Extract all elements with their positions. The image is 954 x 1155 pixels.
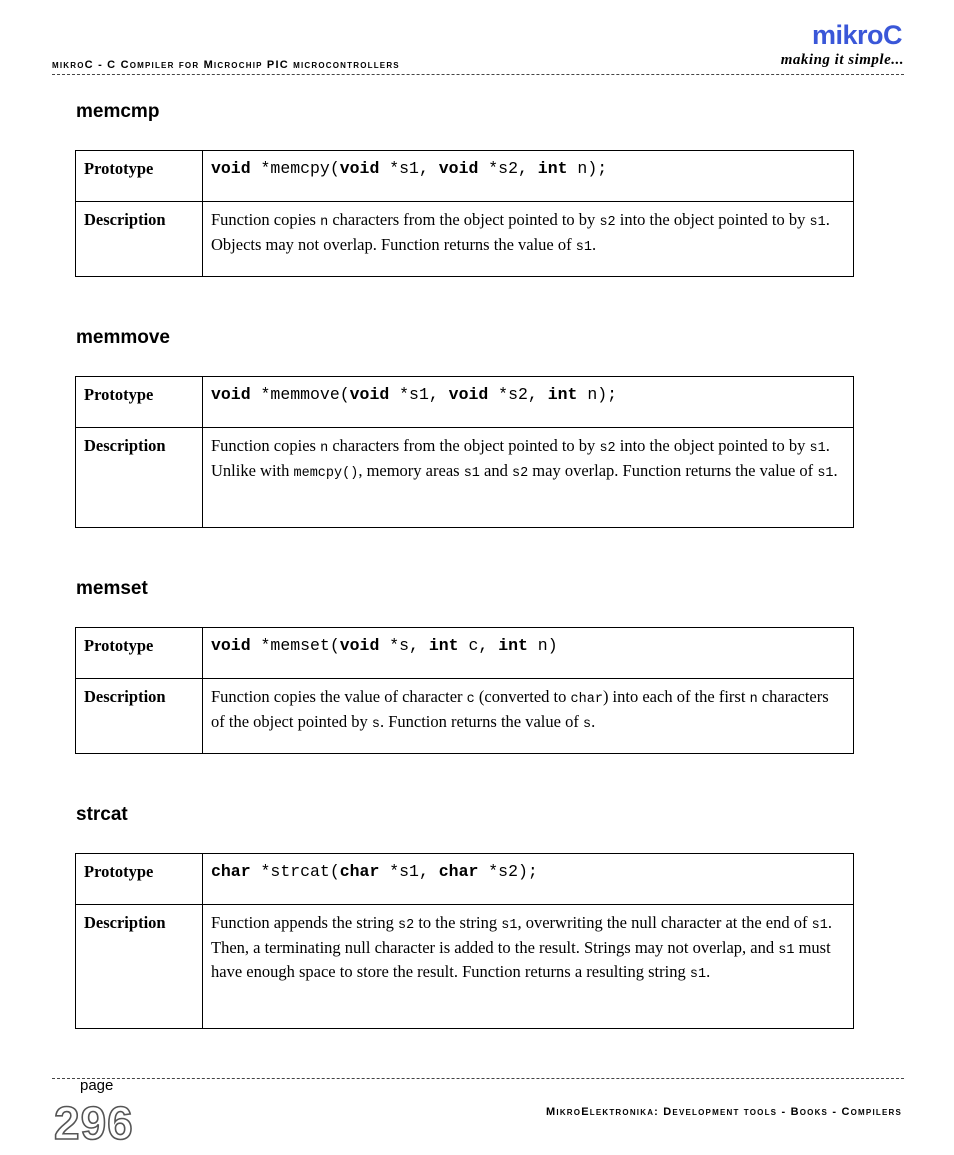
section-title-memset: memset — [76, 578, 148, 599]
description-run: must have enough space to store the result. Function returns a resulting string — [211, 937, 831, 981]
description-run: ) into each of the first — [602, 687, 750, 706]
brand-tagline: making it simple... — [780, 52, 904, 68]
inline-code: s1 — [809, 215, 826, 230]
code-keyword: void — [211, 636, 251, 655]
function-table-strcat — [75, 853, 854, 1029]
footer-divider — [52, 1078, 904, 1079]
code-keyword: int — [537, 159, 568, 178]
prototype-code — [203, 628, 854, 679]
code-keyword: void — [339, 636, 380, 655]
description-text — [203, 202, 854, 277]
description-label: Description — [76, 679, 203, 754]
description-run: Function copies — [211, 210, 321, 229]
description-run: into the object pointed to by — [615, 210, 810, 229]
prototype-label: Prototype — [76, 151, 203, 202]
prototype-label: Prototype — [76, 377, 203, 428]
header-title: mikroC - C Compiler for Microchip PIC microcontrollers — [52, 59, 400, 71]
description-run: Function copies — [211, 436, 321, 455]
function-table-memset — [75, 627, 854, 754]
description-text — [203, 428, 854, 528]
code-text: *memcpy( — [250, 159, 340, 178]
description-run: . — [833, 460, 838, 480]
code-text: n) — [527, 636, 558, 655]
inline-code: s1 — [689, 967, 707, 982]
inline-code: c — [466, 692, 475, 707]
code-keyword: char — [211, 862, 251, 881]
inline-code: n — [320, 441, 329, 456]
description-run: , overwriting the null character at the end of — [517, 913, 812, 932]
description-run: may overlap. Function returns the value of — [528, 460, 818, 480]
header-divider — [52, 74, 904, 75]
inline-code: s1 — [811, 918, 828, 933]
inline-code: n — [320, 215, 329, 230]
inline-code: s2 — [511, 465, 529, 481]
code-text: *s2, — [478, 159, 538, 178]
description-run: . Unlike with — [211, 436, 830, 480]
function-table-memmove — [75, 376, 854, 528]
description-run: . — [591, 711, 596, 731]
prototype-label: Prototype — [76, 854, 203, 905]
section-title-memmove: memmove — [76, 327, 170, 348]
function-table-memcmp — [75, 150, 854, 277]
inline-code: s1 — [778, 942, 795, 958]
description-run: . — [706, 962, 711, 981]
page-label: page — [80, 1077, 114, 1094]
code-text: *memmove( — [250, 385, 350, 404]
description-run: characters of the object pointed by — [211, 687, 829, 731]
description-run: . Objects may not overlap. Function returns the value of — [211, 210, 830, 254]
inline-code: s1 — [463, 465, 480, 481]
description-run: . Function returns the value of — [379, 711, 583, 731]
brand-logo: mikroC — [811, 20, 902, 50]
description-label: Description — [76, 202, 203, 277]
inline-code: s1 — [575, 239, 592, 255]
inline-code: s — [582, 716, 592, 732]
code-keyword: void — [211, 385, 251, 404]
inline-code: s1 — [809, 441, 826, 456]
description-label: Description — [76, 905, 203, 1029]
code-text: *s1, — [379, 862, 439, 881]
section-title-memcmp: memcmp — [76, 101, 160, 122]
prototype-code — [203, 151, 854, 202]
inline-code: s2 — [397, 918, 415, 933]
code-keyword: char — [339, 862, 380, 881]
description-run: Function copies the value of character — [211, 687, 467, 706]
page-number: 296 — [54, 1097, 134, 1149]
inline-code: s1 — [501, 918, 518, 933]
prototype-label: Prototype — [76, 628, 203, 679]
code-text: *s1, — [389, 385, 449, 404]
description-run: , memory areas — [358, 460, 464, 480]
inline-code: s1 — [817, 465, 834, 481]
inline-code: n — [749, 692, 758, 707]
description-text — [203, 679, 854, 754]
code-keyword: int — [428, 636, 459, 655]
description-text — [203, 905, 854, 1029]
section-title-strcat: strcat — [76, 804, 128, 825]
description-run: characters from the object pointed to by — [328, 436, 600, 455]
code-text: *s2, — [488, 385, 548, 404]
code-text: c, — [458, 636, 499, 655]
code-keyword: int — [547, 385, 578, 404]
code-text: n); — [567, 159, 608, 178]
description-run: Function appends the string — [211, 913, 398, 932]
description-run: into the object pointed to by — [615, 436, 810, 455]
description-run: (converted to — [474, 687, 571, 706]
code-text: n); — [577, 385, 618, 404]
inline-code: s2 — [599, 215, 616, 230]
description-run: to the string — [414, 913, 502, 932]
code-text: *s, — [379, 636, 429, 655]
code-keyword: void — [339, 159, 380, 178]
inline-code: char — [570, 692, 603, 707]
prototype-code — [203, 377, 854, 428]
code-text: *s1, — [379, 159, 439, 178]
code-keyword: void — [211, 159, 251, 178]
code-keyword: void — [438, 159, 479, 178]
code-keyword: int — [498, 636, 528, 655]
code-text: *strcat( — [250, 862, 340, 881]
inline-code: s — [371, 716, 380, 732]
inline-code: memcpy() — [293, 465, 359, 481]
code-keyword: char — [438, 862, 479, 881]
description-run: . — [591, 234, 597, 254]
code-text: *s2); — [478, 862, 538, 881]
inline-code: s2 — [599, 441, 616, 456]
description-run: characters from the object pointed to by — [328, 210, 600, 229]
description-label: Description — [76, 428, 203, 528]
code-keyword: void — [448, 385, 489, 404]
code-keyword: void — [349, 385, 390, 404]
description-run: and — [479, 460, 512, 480]
publisher-footer: MikroElektronika: Development tools - Books - Compilers — [546, 1106, 902, 1118]
description-run: . Then, a terminating null character is added to the result. Strings may not overlap, and — [211, 913, 832, 957]
code-text: *memset( — [250, 636, 340, 655]
prototype-code — [203, 854, 854, 905]
